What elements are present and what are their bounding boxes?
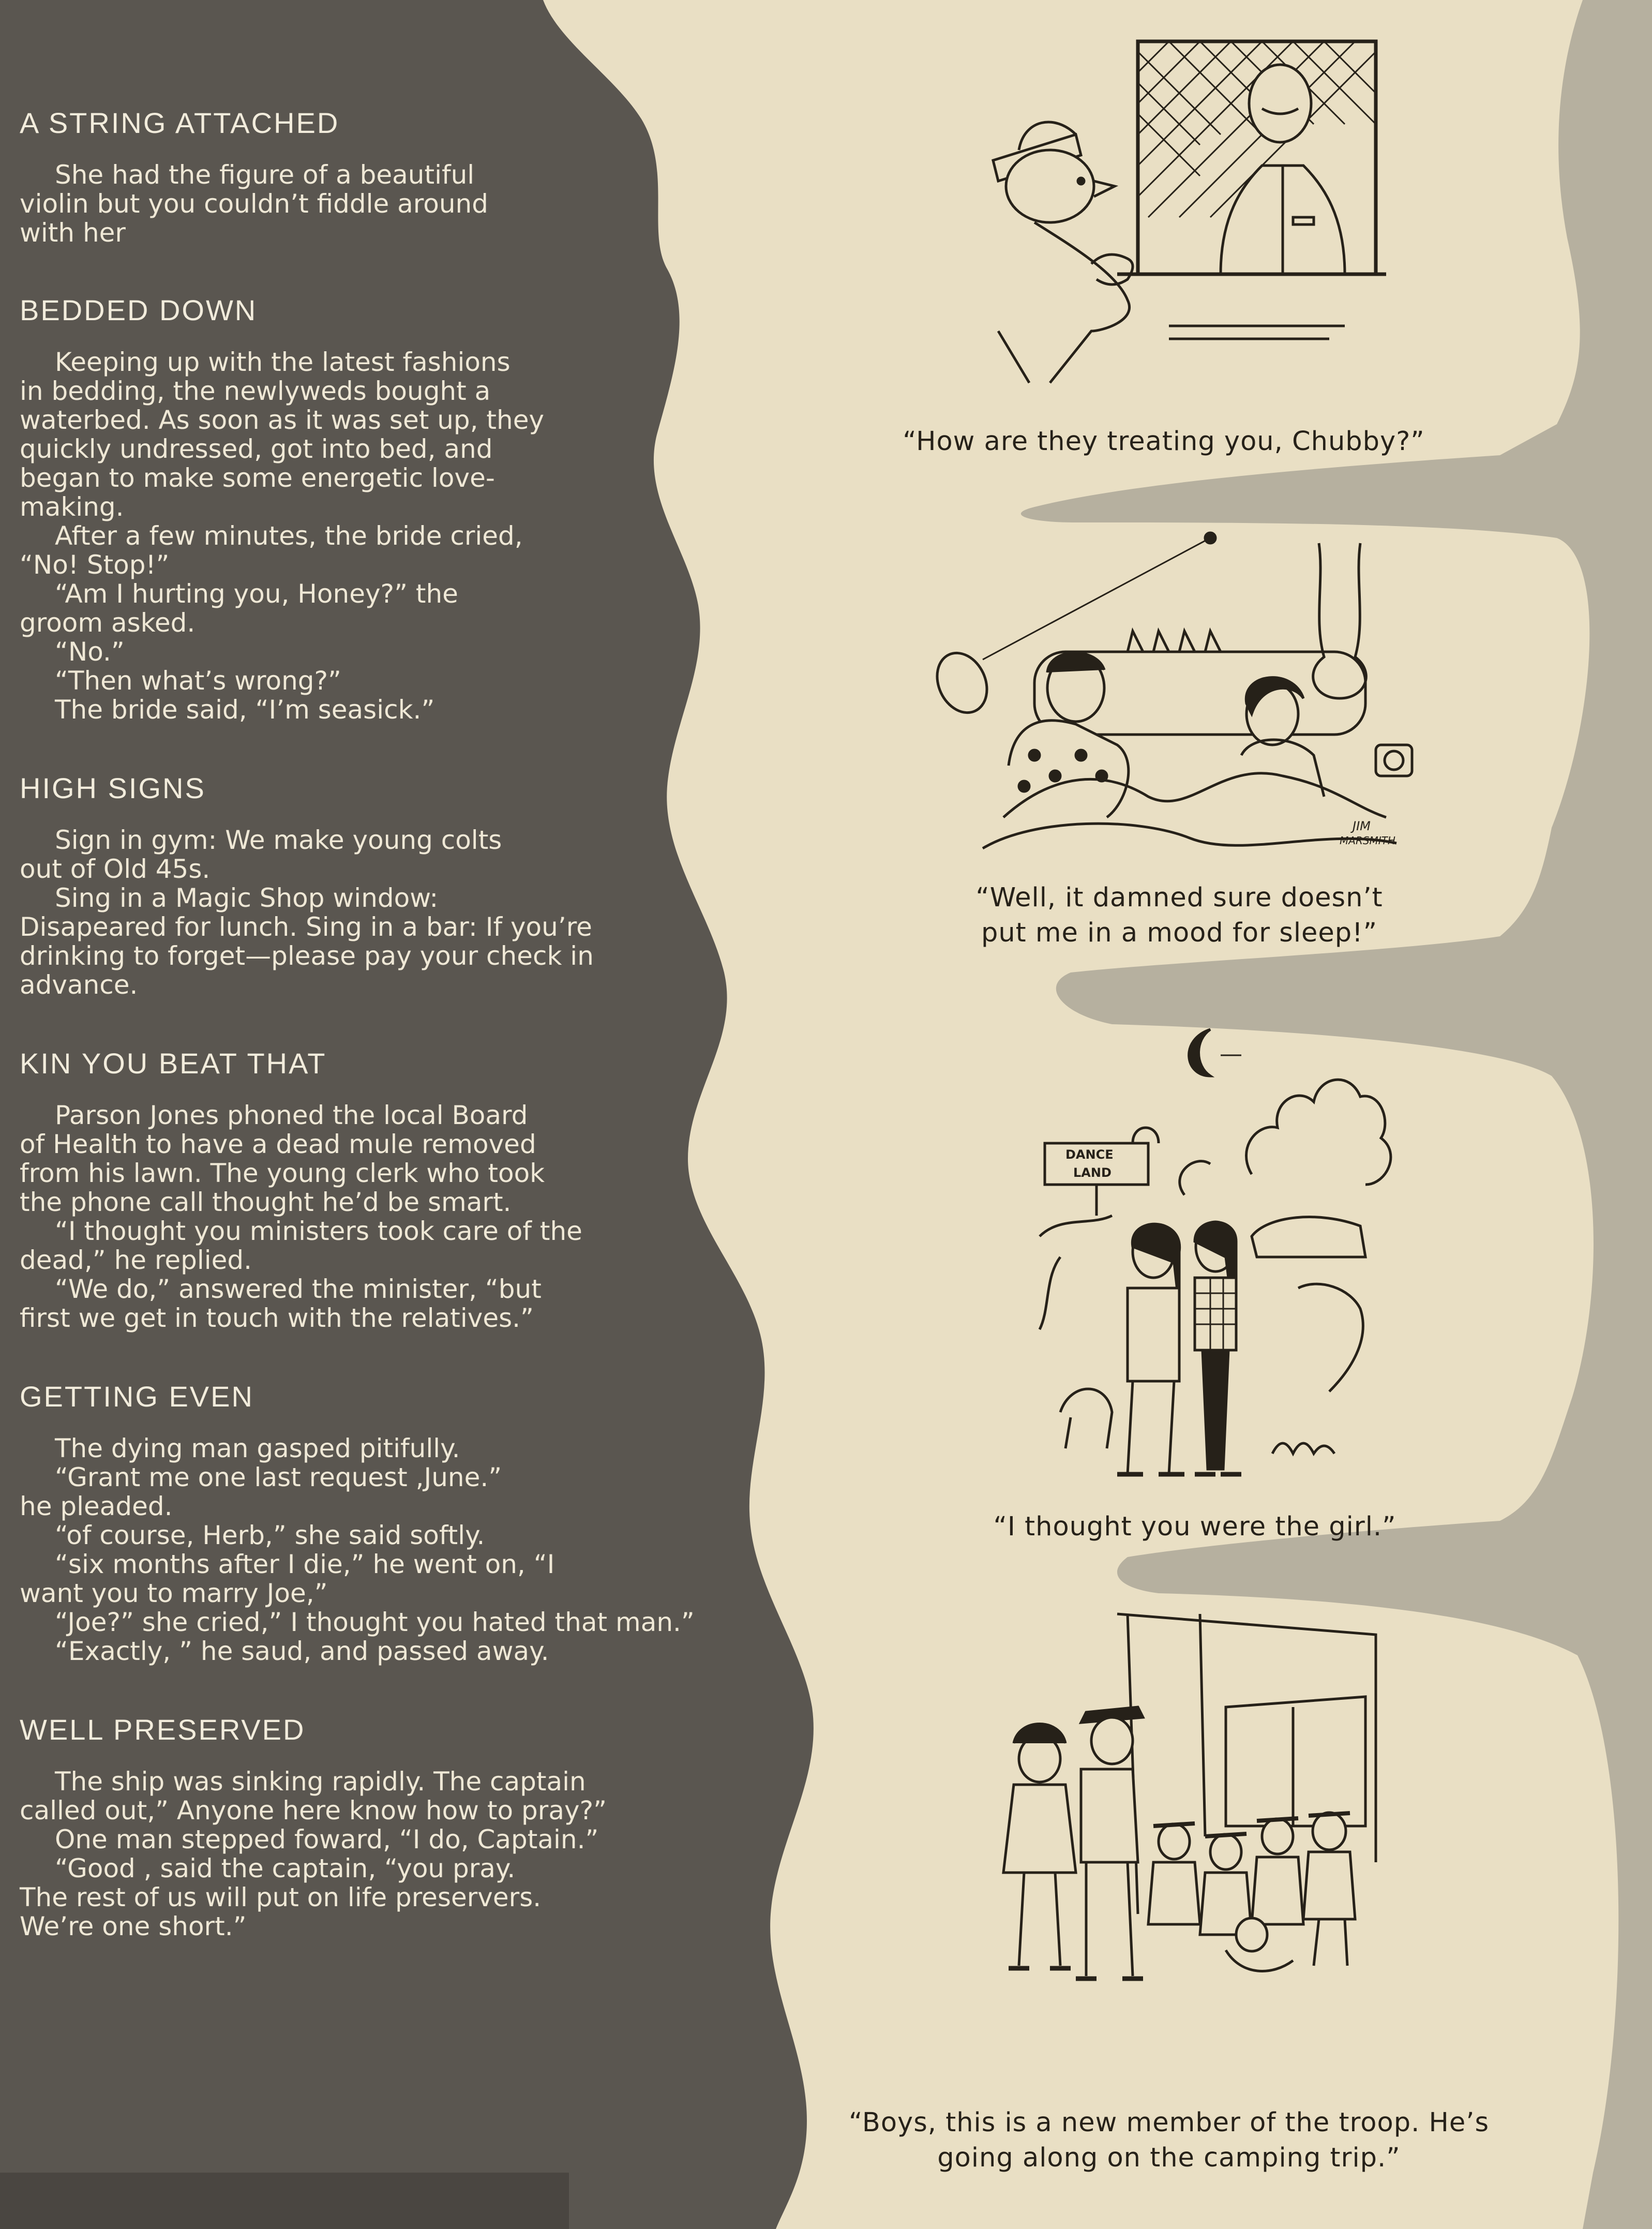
joke-line: drinking to forget—please pay your check in xyxy=(20,941,594,971)
joke-title: GETTING EVEN xyxy=(20,1380,254,1413)
joke-line: The dying man gasped pitifully. xyxy=(55,1433,460,1463)
joke-line: “Grant me one last request ,June.” xyxy=(55,1462,502,1492)
joke-bedded-down xyxy=(20,296,790,724)
joke-line: “No! Stop!” xyxy=(20,550,170,580)
joke-line: Sign in gym: We make young colts xyxy=(55,825,502,855)
joke-line: of Health to have a dead mule removed xyxy=(20,1129,536,1159)
joke-title: HIGH SIGNS xyxy=(20,772,206,804)
dance-land-sign: DANCE xyxy=(1065,1147,1114,1162)
joke-title: WELL PRESERVED xyxy=(20,1713,306,1746)
joke-line: “of course, Herb,” she said softly. xyxy=(55,1520,485,1550)
joke-kin-you-beat-that xyxy=(20,1049,790,1333)
joke-line: She had the figure of a beautiful xyxy=(55,160,475,190)
joke-line: violin but you couldn’t fiddle around xyxy=(20,189,488,219)
joke-line: The ship was sinking rapidly. The captain xyxy=(55,1767,586,1797)
cartoon-dance-land xyxy=(1029,1019,1402,1505)
joke-line: “Good , said the captain, “you pray. xyxy=(55,1853,516,1883)
joke-body xyxy=(20,1101,790,1333)
joke-line: “No.” xyxy=(55,637,125,667)
jokes-column xyxy=(20,109,790,1941)
caption-line: put me in a mood for sleep!” xyxy=(981,918,1378,948)
joke-line: “Exactly, ” he saud, and passed away. xyxy=(55,1636,549,1666)
joke-title: A STRING ATTACHED xyxy=(20,107,340,139)
joke-getting-even xyxy=(20,1382,790,1666)
caption-line: “Well, it damned sure doesn’t xyxy=(975,882,1383,913)
joke-line: waterbed. As soon as it was set up, they xyxy=(20,405,545,435)
joke-well-preserved xyxy=(20,1715,790,1941)
joke-a-string-attached xyxy=(20,109,790,247)
joke-line: advance. xyxy=(20,970,138,1000)
joke-line: from his lawn. The young clerk who took xyxy=(20,1158,545,1188)
joke-line: quickly undressed, got into bed, and xyxy=(20,434,493,464)
joke-line: Parson Jones phoned the local Board xyxy=(55,1100,528,1130)
joke-line: After a few minutes, the bride cried, xyxy=(55,521,523,551)
cartoon-prison-visit xyxy=(972,31,1396,393)
joke-line: Keeping up with the latest fashions xyxy=(55,347,510,377)
joke-line: “Joe?” she cried,” I thought you hated that man.” xyxy=(55,1607,695,1637)
dance-land-sign: LAND xyxy=(1073,1165,1112,1180)
caption-cartoon-2 xyxy=(879,880,1479,951)
caption-cartoon-1 xyxy=(838,424,1490,459)
joke-line: “We do,” answered the minister, “but xyxy=(55,1274,542,1304)
joke-line: in bedding, the newlyweds bought a xyxy=(20,376,491,406)
joke-body xyxy=(20,160,790,247)
caption-line: “I thought you were the girl.” xyxy=(993,1512,1396,1542)
joke-line: want you to marry Joe,” xyxy=(20,1578,328,1608)
joke-line: the phone call thought he’d be smart. xyxy=(20,1187,512,1217)
joke-line: he pleaded. xyxy=(20,1491,173,1521)
caption-line: going along on the camping trip.” xyxy=(937,2143,1401,2173)
joke-line: One man stepped foward, “I do, Captain.” xyxy=(55,1824,599,1854)
joke-high-signs xyxy=(20,774,790,999)
artist-signature: MARSMITH xyxy=(1340,834,1395,847)
joke-line: “Am I hurting you, Honey?” the xyxy=(55,579,458,609)
joke-line: making. xyxy=(20,492,124,522)
joke-line: called out,” Anyone here know how to pray?” xyxy=(20,1796,607,1826)
caption-cartoon-4 xyxy=(807,2105,1531,2176)
joke-line: We’re one short.” xyxy=(20,1911,247,1941)
joke-line: The bride said, “I’m seasick.” xyxy=(55,695,435,725)
artist-signature: JIM xyxy=(1353,819,1371,833)
joke-body xyxy=(20,1434,790,1666)
caption-cartoon-3 xyxy=(869,1509,1521,1545)
joke-line: Sing in a Magic Shop window: xyxy=(55,883,439,913)
joke-line: began to make some energetic love- xyxy=(20,463,495,493)
joke-body xyxy=(20,826,790,999)
joke-line: groom asked. xyxy=(20,608,196,638)
caption-line: “How are they treating you, Chubby?” xyxy=(903,426,1425,457)
joke-line: first we get in touch with the relatives.” xyxy=(20,1303,534,1333)
cartoon-waterbed xyxy=(931,528,1438,859)
joke-title: BEDDED DOWN xyxy=(20,294,258,326)
joke-line: The rest of us will put on life preservers. xyxy=(20,1882,542,1912)
cartoon-scout-troop xyxy=(983,1604,1386,1986)
joke-title: KIN YOU BEAT THAT xyxy=(20,1047,327,1080)
joke-line: “Then what’s wrong?” xyxy=(55,666,341,696)
joke-line: with her xyxy=(20,218,126,248)
joke-line: Disapeared for lunch. Sing in a bar: If you’re xyxy=(20,912,592,942)
joke-line: out of Old 45s. xyxy=(20,854,211,884)
caption-line: “Boys, this is a new member of the troop. He’s xyxy=(848,2107,1490,2138)
joke-line: “I thought you ministers took care of the xyxy=(55,1216,582,1246)
joke-line: dead,” he replied. xyxy=(20,1245,252,1275)
joke-line: “six months after I die,” he went on, “I xyxy=(55,1549,555,1579)
joke-body xyxy=(20,1767,790,1941)
joke-body xyxy=(20,348,790,724)
